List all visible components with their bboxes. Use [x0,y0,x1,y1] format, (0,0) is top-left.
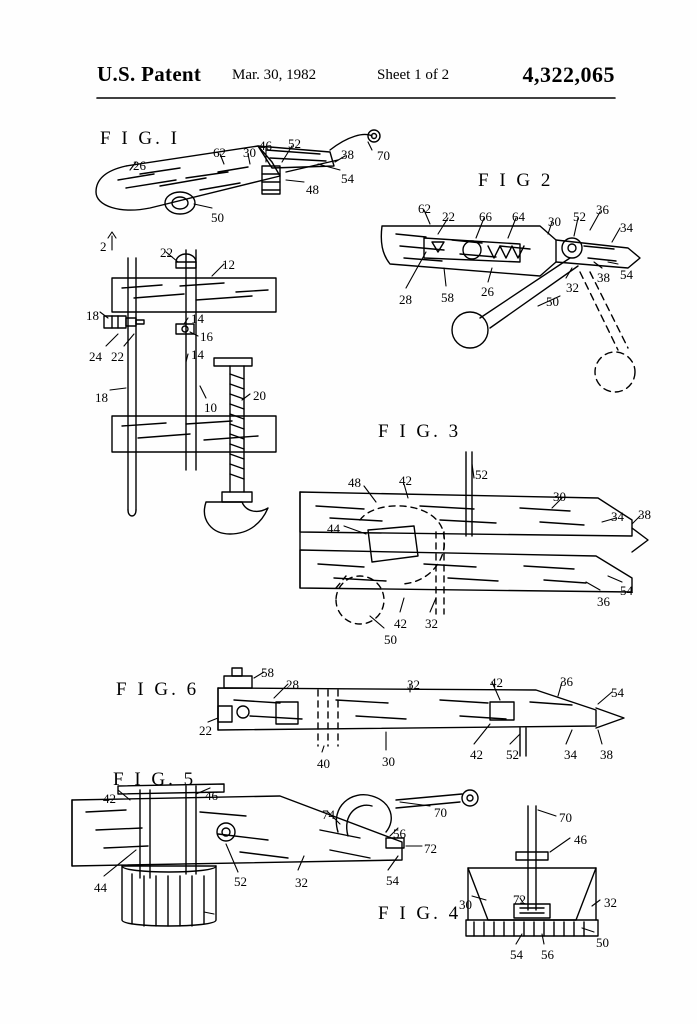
reference-numeral: 34 [564,747,577,762]
patent-date: Mar. 30, 1982 [232,67,317,83]
reference-numeral: 52 [506,747,519,762]
reference-numeral: 70 [377,148,390,163]
reference-numeral: 46 [574,832,587,847]
reference-numeral: 56 [541,947,554,962]
reference-numeral: 36 [597,594,610,609]
reference-numeral: 62 [213,145,226,160]
reference-numeral: 30 [459,897,472,912]
reference-numeral: 12 [222,257,235,272]
patent-number: 4,322,065 [522,62,615,87]
reference-numeral: 38 [638,507,651,522]
reference-numeral: 42 [470,747,483,762]
reference-numeral: 34 [620,220,633,235]
figure-label-1: F I G. I [100,128,180,149]
reference-numeral: 52 [475,467,488,482]
reference-numeral: 74 [322,807,335,822]
reference-numeral: 14 [191,347,204,362]
reference-numeral: 64 [512,209,525,224]
reference-numeral: 50 [384,632,397,647]
sheet-number: Sheet 1 of 2 [377,67,450,83]
reference-numeral: 30 [243,145,256,160]
reference-numeral: 72 [513,892,526,907]
reference-numeral: 48 [306,182,319,197]
reference-numeral: 46 [259,138,272,153]
reference-numeral: 36 [560,674,573,689]
reference-numeral: 44 [327,521,340,536]
reference-numeral: 26 [133,158,146,173]
reference-numeral: 70 [434,805,447,820]
reference-numeral: 54 [341,171,354,186]
reference-numeral: 32 [295,875,308,890]
reference-numeral: 70 [559,810,572,825]
reference-numeral: 54 [620,583,633,598]
reference-numeral: 54 [611,685,624,700]
reference-numeral: 32 [425,616,438,631]
reference-numeral: 54 [386,873,399,888]
reference-numeral: 38 [597,270,610,285]
reference-numeral: 32 [604,895,617,910]
reference-numeral: 22 [111,349,124,364]
reference-numeral: 66 [479,209,492,224]
reference-numeral: 24 [89,349,102,364]
reference-numeral: 50 [211,210,224,225]
reference-numeral: 50 [546,294,559,309]
figure-label-2: F I G 2 [478,170,554,191]
reference-numeral: 46 [205,788,218,803]
reference-numeral: 52 [288,136,301,151]
figure-label-5: F I G. 5 [113,769,197,790]
reference-numeral: 20 [253,388,266,403]
reference-numeral: 28 [399,292,412,307]
figure-label-4: F I G. 4 [378,903,462,924]
reference-numeral: 30 [553,489,566,504]
reference-numeral: 28 [286,677,299,692]
patent-office-title: U.S. Patent [97,62,202,86]
reference-numeral: 34 [611,509,624,524]
reference-numeral: 52 [573,209,586,224]
reference-numeral: 26 [481,284,494,299]
reference-numeral: 54 [620,267,633,282]
reference-numeral: 58 [441,290,454,305]
reference-numeral: 22 [160,245,173,260]
reference-numeral: 30 [382,754,395,769]
reference-numeral: 16 [200,329,213,344]
figure-label-6: F I G. 6 [116,679,200,700]
reference-numeral: 32 [566,280,579,295]
reference-numeral: 52 [234,874,247,889]
reference-numeral: 36 [596,202,609,217]
reference-numeral: 18 [95,390,108,405]
reference-numeral: 30 [548,214,561,229]
patent-header [0,62,697,96]
reference-numeral: 18 [86,308,99,323]
reference-numeral: 44 [94,880,107,895]
reference-numeral: 40 [317,756,330,771]
reference-numeral: 56 [393,826,406,841]
reference-numeral: 38 [341,147,354,162]
reference-numeral: 10 [204,400,217,415]
reference-numeral: 42 [394,616,407,631]
reference-numeral: 22 [199,723,212,738]
reference-numeral: 58 [261,665,274,680]
reference-numeral: 22 [442,209,455,224]
reference-numeral: 38 [600,747,613,762]
reference-numeral: 42 [490,675,503,690]
figure-label-3: F I G. 3 [378,421,462,442]
reference-numeral: 14 [191,311,204,326]
reference-numeral: 54 [510,947,523,962]
reference-numeral: 32 [407,677,420,692]
reference-numeral: 42 [399,473,412,488]
reference-numeral: 42 [103,791,116,806]
reference-numeral: 62 [418,201,431,216]
reference-numeral: 2 [100,239,107,254]
reference-numeral: 72 [424,841,437,856]
reference-numeral: 48 [348,475,361,490]
reference-numeral: 50 [596,935,609,950]
